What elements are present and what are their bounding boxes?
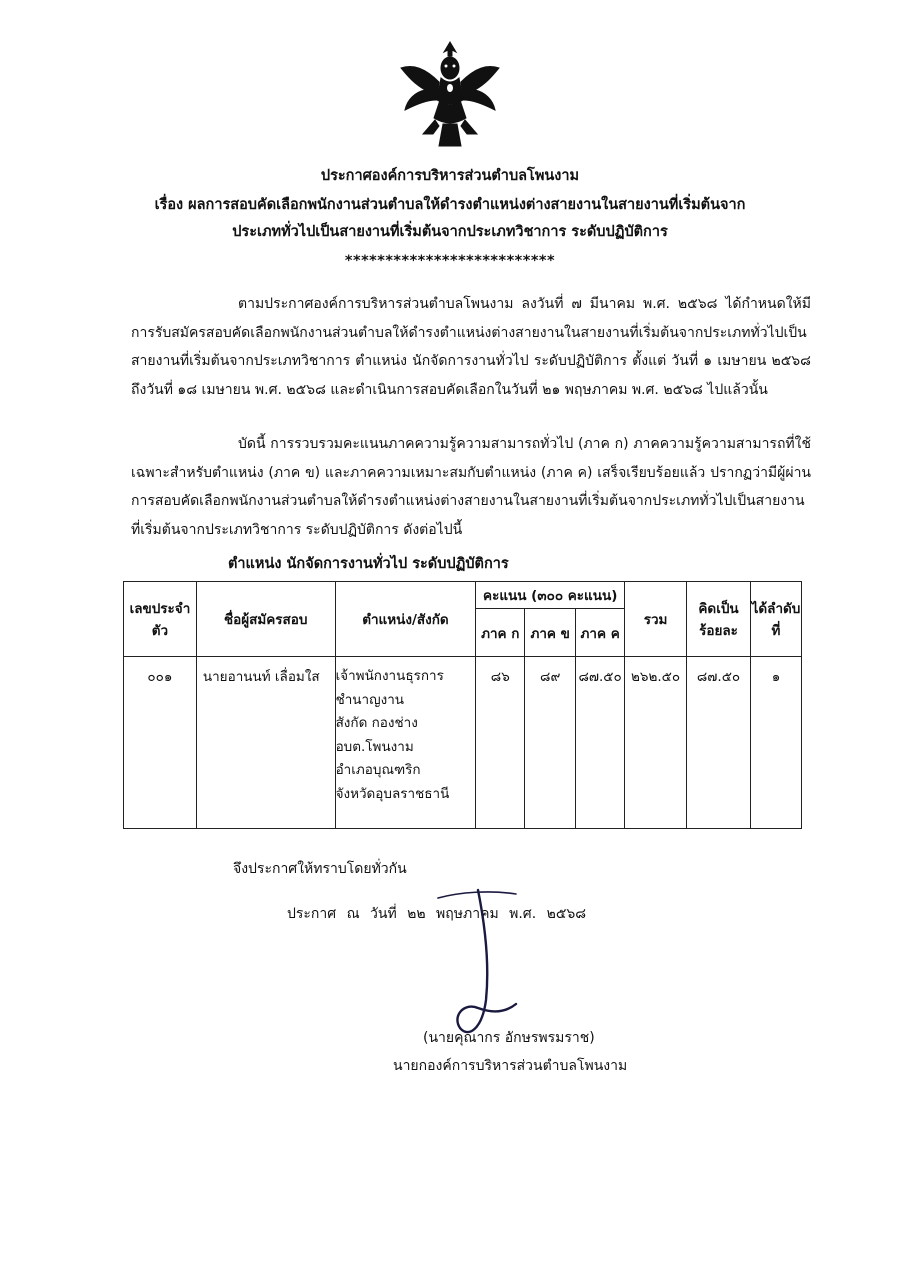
paragraph-2-text: บัดนี้ การรวบรวมคะแนนภาคความรู้ความสามารถทั่วไป (ภาค ก) ภาคความรู้ความสามารถที่ใช้เฉพาะสำหรับตำแหน่ง (ภาค ข) และภาคความเหมาะสมกับตำแหน่ง (ภาค ค) เสร็จเรียบร้อยแล้ว ปรากฏว่ามีผู้ผ่านการสอบคัดเลือกพนักงานส่วนตำบลให้ดำรงตำแหน่งต่างสายงานในสายงานที่เริ่มต้นจากประเภททั่วไปเป็นสายงานที่เริ่มต้นจากประเภทวิชาการ ระดับปฏิบัติการ ดังต่อไปนี้ bbox=[131, 436, 811, 538]
divider-stars: ************************** bbox=[344, 253, 556, 269]
header-part-c: ภาค ค bbox=[576, 609, 625, 657]
cell-name: นายอานนท์ เลื่อมใส bbox=[196, 657, 335, 829]
cell-part-c: ๘๗.๕๐ bbox=[576, 657, 625, 829]
header-score-group: คะแนน (๓๐๐ คะแนน) bbox=[476, 582, 625, 609]
position-line: ชำนาญงาน bbox=[335, 691, 405, 708]
paragraph-1 bbox=[131, 290, 811, 404]
position-heading: ตำแหน่ง นักจัดการงานทั่วไป ระดับปฏิบัติการ bbox=[228, 556, 509, 572]
position-line: อำเภอบุณฑริก bbox=[335, 762, 421, 778]
cell-id: ๐๐๑ bbox=[124, 657, 197, 829]
announce-line: จึงประกาศให้ทราบโดยทั่วกัน bbox=[233, 861, 407, 877]
signer-name: (นายคุณากร อักษรพรมราช) bbox=[423, 1030, 595, 1046]
position-line: เจ้าพนักงานธุรการ bbox=[335, 668, 444, 684]
cell-rank: ๑ bbox=[750, 657, 801, 829]
paragraph-2 bbox=[131, 430, 811, 544]
cell-position bbox=[335, 657, 476, 829]
signer-title: นายกองค์การบริหารส่วนตำบลโพนงาม bbox=[393, 1058, 628, 1074]
paragraph-1-text: ตามประกาศองค์การบริหารส่วนตำบลโพนงาม ลงวันที่ ๗ มีนาคม พ.ศ. ๒๕๖๘ ได้กำหนดให้มีการรับสมัครสอบคัดเลือกพนักงานส่วนตำบลให้ดำรงตำแหน่งต่างสายงานในสายงานที่เริ่มต้นจากประเภททั่วไปเป็นสายงานที่เริ่มต้นจากประเภทวิชาการ ตำแหน่ง นักจัดการงานทั่วไป ระดับปฏิบัติการ ตั้งแต่ วันที่ ๑ เมษายน ๒๕๖๘ ถึงวันที่ ๑๘ เมษายน พ.ศ. ๒๕๖๘ และดำเนินการสอบคัดเลือกในวันที่ ๒๑ พฤษภาคม พ.ศ. ๒๕๖๘ ไปแล้วนั้น bbox=[131, 296, 811, 398]
position-line: จังหวัดอุบลราชธานี bbox=[335, 785, 450, 802]
announce-date: ประกาศ ณ วันที่ ๒๒ พฤษภาคม พ.ศ. ๒๕๖๘ bbox=[287, 906, 587, 922]
position-line: อบต.โพนงาม bbox=[335, 738, 414, 755]
cell-part-b: ๘๙ bbox=[525, 657, 576, 829]
header-rank: ได้ลำดับที่ bbox=[750, 582, 801, 657]
signature-icon bbox=[420, 880, 540, 1050]
table-row bbox=[124, 657, 802, 829]
header-total: รวม bbox=[625, 582, 687, 657]
garuda-emblem-icon bbox=[395, 38, 505, 150]
cell-total: ๒๖๒.๕๐ bbox=[625, 657, 687, 829]
subject-line-2: ประเภททั่วไปเป็นสายงานที่เริ่มต้นจากประเภทวิชาการ ระดับปฏิบัติการ bbox=[232, 224, 668, 240]
cell-part-a: ๘๖ bbox=[476, 657, 525, 829]
header-part-b: ภาค ข bbox=[525, 609, 576, 657]
header-part-a: ภาค ก bbox=[476, 609, 525, 657]
header-position: ตำแหน่ง/สังกัด bbox=[335, 582, 476, 657]
header-name: ชื่อผู้สมัครสอบ bbox=[196, 582, 335, 657]
cell-percent: ๘๗.๕๐ bbox=[687, 657, 751, 829]
header-id: เลขประจำตัว bbox=[124, 582, 197, 657]
subject-line-1: เรื่อง ผลการสอบคัดเลือกพนักงานส่วนตำบลให้ดำรงตำแหน่งต่างสายงานในสายงานที่เริ่มต้นจาก bbox=[154, 197, 746, 213]
position-line: สังกัด กองช่าง bbox=[335, 715, 418, 731]
results-table bbox=[123, 581, 802, 829]
announcement-title: ประกาศองค์การบริหารส่วนตำบลโพนงาม bbox=[320, 168, 580, 184]
header-percent: คิดเป็นร้อยละ bbox=[687, 582, 751, 657]
